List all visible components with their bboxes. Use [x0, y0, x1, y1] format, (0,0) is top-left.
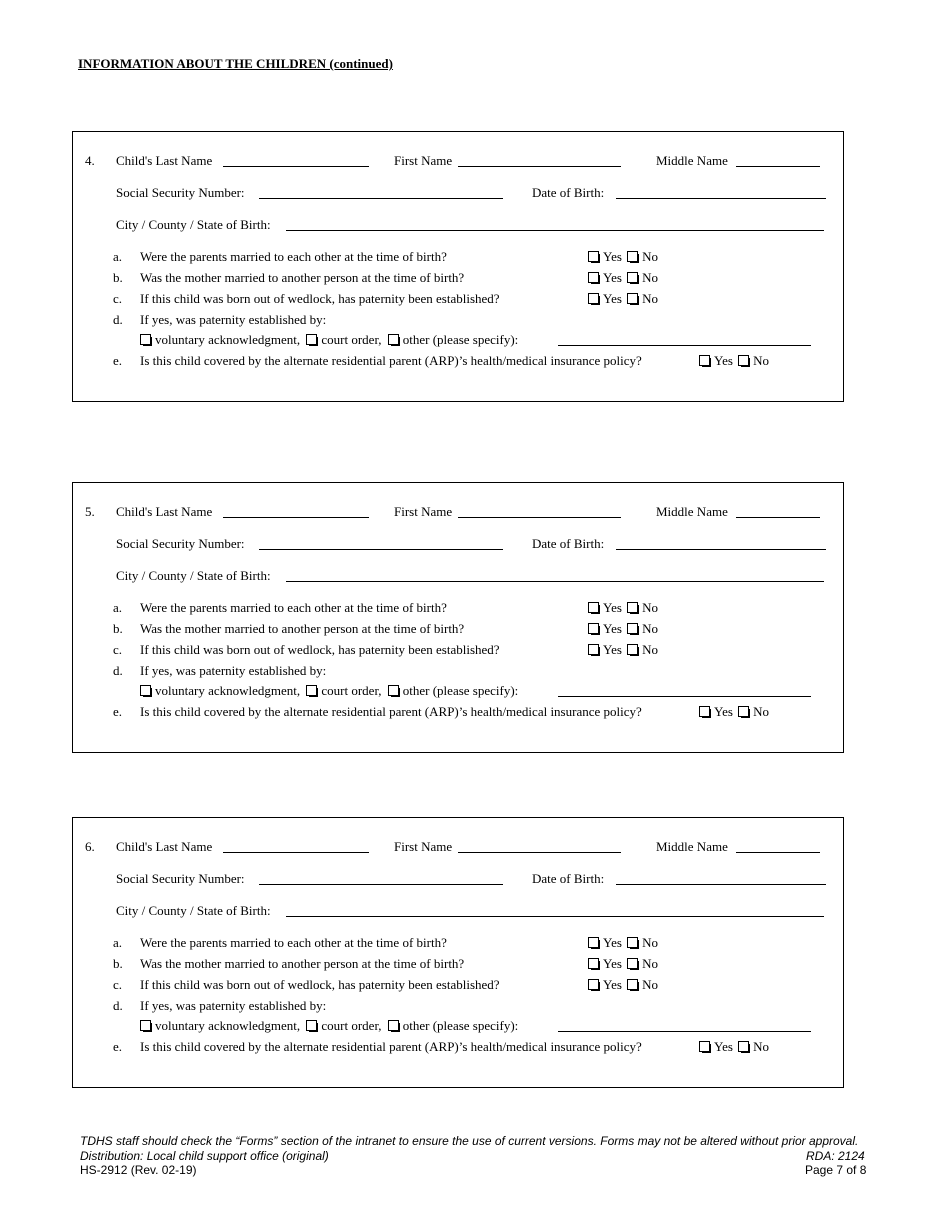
- question-c: If this child was born out of wedlock, has paternity been established?: [140, 291, 500, 306]
- middle-name-label: Middle Name: [656, 153, 728, 168]
- item-letter: e.: [113, 704, 123, 719]
- question-c: If this child was born out of wedlock, has paternity been established?: [140, 642, 500, 657]
- court-order-checkbox[interactable]: [306, 334, 317, 345]
- last-name-field[interactable]: [223, 166, 369, 167]
- yes-checkbox[interactable]: [588, 958, 599, 969]
- yes-no-a: [588, 249, 658, 264]
- city-label: City / County / State of Birth:: [116, 903, 271, 918]
- question-d: If yes, was paternity established by:: [140, 663, 327, 678]
- first-name-label: First Name: [394, 504, 453, 519]
- no-label: No: [642, 642, 659, 657]
- city-label: City / County / State of Birth:: [116, 568, 271, 583]
- question-b: Was the mother married to another person at the time of birth?: [140, 621, 465, 636]
- no-checkbox[interactable]: [627, 251, 638, 262]
- child-number: 4.: [85, 153, 95, 168]
- paternity-options: [140, 1018, 518, 1033]
- no-checkbox[interactable]: [738, 355, 749, 366]
- yes-checkbox[interactable]: [588, 979, 599, 990]
- question-e: Is this child covered by the alternate residential parent (ARP)’s health/medical insurance policy?: [140, 353, 642, 368]
- other-checkbox[interactable]: [388, 1020, 399, 1031]
- question-e: Is this child covered by the alternate residential parent (ARP)’s health/medical insurance policy?: [140, 1039, 642, 1054]
- first-name-field[interactable]: [458, 166, 621, 167]
- question-c: If this child was born out of wedlock, has paternity been established?: [140, 977, 500, 992]
- other-label: other (please specify):: [402, 332, 519, 347]
- other-label: other (please specify):: [402, 1018, 519, 1033]
- no-label: No: [642, 270, 659, 285]
- no-label: No: [753, 1039, 770, 1054]
- ssn-label: Social Security Number:: [116, 871, 245, 886]
- child-number: 6.: [85, 839, 95, 854]
- child-number: 5.: [85, 504, 95, 519]
- yes-label: Yes: [603, 642, 622, 657]
- yes-label: Yes: [714, 704, 733, 719]
- last-name-label: Child's Last Name: [116, 504, 213, 519]
- yes-no-b: [588, 621, 658, 636]
- yes-label: Yes: [603, 935, 622, 950]
- ssn-label: Social Security Number:: [116, 185, 245, 200]
- dob-label: Date of Birth:: [532, 871, 605, 886]
- item-letter: c.: [113, 977, 123, 992]
- yes-checkbox[interactable]: [699, 1041, 710, 1052]
- item-letter: b.: [113, 270, 123, 285]
- yes-no-a: [588, 935, 658, 950]
- first-name-field[interactable]: [458, 852, 621, 853]
- item-letter: e.: [113, 353, 123, 368]
- item-letter: c.: [113, 291, 123, 306]
- no-label: No: [642, 621, 659, 636]
- yes-checkbox[interactable]: [699, 355, 710, 366]
- other-specify-field[interactable]: [558, 1031, 811, 1032]
- other-label: other (please specify):: [402, 683, 519, 698]
- city-field[interactable]: [286, 916, 824, 917]
- item-letter: d.: [113, 998, 123, 1013]
- dob-label: Date of Birth:: [532, 536, 605, 551]
- city-field[interactable]: [286, 581, 824, 582]
- yes-checkbox[interactable]: [588, 623, 599, 634]
- yes-no-c: [588, 642, 658, 657]
- question-b: Was the mother married to another person at the time of birth?: [140, 270, 465, 285]
- no-checkbox[interactable]: [627, 602, 638, 613]
- court-order-checkbox[interactable]: [306, 685, 317, 696]
- yes-no-b: [588, 270, 658, 285]
- no-label: No: [642, 600, 659, 615]
- paternity-options: [140, 332, 518, 347]
- yes-checkbox[interactable]: [699, 706, 710, 717]
- child-block: [72, 817, 844, 1088]
- middle-name-field[interactable]: [736, 852, 820, 853]
- ssn-field[interactable]: [259, 549, 503, 550]
- first-name-label: First Name: [394, 839, 453, 854]
- paternity-options: [140, 683, 518, 698]
- dob-field[interactable]: [616, 198, 826, 199]
- yes-label: Yes: [714, 353, 733, 368]
- dob-field[interactable]: [616, 884, 826, 885]
- ssn-field[interactable]: [259, 884, 503, 885]
- footer-notice: TDHS staff should check the “Forms” section of the intranet to ensure the use of current versions. Forms may not be altered without prior approval.: [80, 1134, 859, 1148]
- yes-checkbox[interactable]: [588, 251, 599, 262]
- yes-no-a: [588, 600, 658, 615]
- question-d: If yes, was paternity established by:: [140, 312, 327, 327]
- yes-label: Yes: [603, 270, 622, 285]
- voluntary-checkbox[interactable]: [140, 334, 151, 345]
- yes-no-c: [588, 291, 658, 306]
- dob-field[interactable]: [616, 549, 826, 550]
- first-name-label: First Name: [394, 153, 453, 168]
- other-specify-field[interactable]: [558, 345, 811, 346]
- yes-checkbox[interactable]: [588, 937, 599, 948]
- no-checkbox[interactable]: [627, 958, 638, 969]
- middle-name-label: Middle Name: [656, 504, 728, 519]
- no-checkbox[interactable]: [738, 1041, 749, 1052]
- dob-label: Date of Birth:: [532, 185, 605, 200]
- item-letter: d.: [113, 663, 123, 678]
- city-label: City / County / State of Birth:: [116, 217, 271, 232]
- item-letter: a.: [113, 935, 123, 950]
- yes-checkbox[interactable]: [588, 272, 599, 283]
- middle-name-field[interactable]: [736, 517, 820, 518]
- no-checkbox[interactable]: [627, 979, 638, 990]
- no-label: No: [642, 291, 659, 306]
- yes-label: Yes: [714, 1039, 733, 1054]
- yes-no-e: [699, 704, 769, 719]
- court-order-label: court order,: [321, 683, 382, 698]
- item-letter: e.: [113, 1039, 123, 1054]
- voluntary-label: voluntary acknowledgment,: [155, 1018, 301, 1033]
- other-checkbox[interactable]: [388, 685, 399, 696]
- court-order-label: court order,: [321, 1018, 382, 1033]
- no-checkbox[interactable]: [627, 937, 638, 948]
- other-checkbox[interactable]: [388, 334, 399, 345]
- yes-label: Yes: [603, 956, 622, 971]
- footer-page-number: Page 7 of 8: [805, 1163, 867, 1177]
- other-specify-field[interactable]: [558, 696, 811, 697]
- last-name-label: Child's Last Name: [116, 153, 213, 168]
- no-checkbox[interactable]: [627, 623, 638, 634]
- voluntary-label: voluntary acknowledgment,: [155, 332, 301, 347]
- yes-label: Yes: [603, 291, 622, 306]
- no-checkbox[interactable]: [627, 644, 638, 655]
- child-block: [72, 482, 844, 753]
- footer-rda: RDA: 2124: [806, 1149, 865, 1163]
- no-checkbox[interactable]: [627, 293, 638, 304]
- yes-checkbox[interactable]: [588, 602, 599, 613]
- no-label: No: [753, 704, 770, 719]
- section-heading: INFORMATION ABOUT THE CHILDREN (continued): [78, 56, 393, 71]
- no-checkbox[interactable]: [738, 706, 749, 717]
- last-name-field[interactable]: [223, 852, 369, 853]
- yes-checkbox[interactable]: [588, 644, 599, 655]
- middle-name-label: Middle Name: [656, 839, 728, 854]
- last-name-label: Child's Last Name: [116, 839, 213, 854]
- footer-form-id: HS-2912 (Rev. 02-19): [80, 1163, 197, 1177]
- question-a: Were the parents married to each other at the time of birth?: [140, 600, 447, 615]
- first-name-field[interactable]: [458, 517, 621, 518]
- voluntary-checkbox[interactable]: [140, 1020, 151, 1031]
- yes-label: Yes: [603, 600, 622, 615]
- last-name-field[interactable]: [223, 517, 369, 518]
- no-label: No: [642, 249, 659, 264]
- no-label: No: [642, 956, 659, 971]
- question-a: Were the parents married to each other at the time of birth?: [140, 935, 447, 950]
- middle-name-field[interactable]: [736, 166, 820, 167]
- question-d: If yes, was paternity established by:: [140, 998, 327, 1013]
- no-checkbox[interactable]: [627, 272, 638, 283]
- item-letter: b.: [113, 956, 123, 971]
- question-a: Were the parents married to each other at the time of birth?: [140, 249, 447, 264]
- no-label: No: [642, 935, 659, 950]
- ssn-label: Social Security Number:: [116, 536, 245, 551]
- yes-no-b: [588, 956, 658, 971]
- yes-label: Yes: [603, 249, 622, 264]
- item-letter: d.: [113, 312, 123, 327]
- yes-label: Yes: [603, 621, 622, 636]
- yes-no-e: [699, 353, 769, 368]
- no-label: No: [753, 353, 770, 368]
- child-block: [72, 131, 844, 402]
- court-order-checkbox[interactable]: [306, 1020, 317, 1031]
- question-b: Was the mother married to another person at the time of birth?: [140, 956, 465, 971]
- yes-label: Yes: [603, 977, 622, 992]
- no-label: No: [642, 977, 659, 992]
- city-field[interactable]: [286, 230, 824, 231]
- yes-no-e: [699, 1039, 769, 1054]
- item-letter: b.: [113, 621, 123, 636]
- item-letter: c.: [113, 642, 123, 657]
- ssn-field[interactable]: [259, 198, 503, 199]
- yes-checkbox[interactable]: [588, 293, 599, 304]
- voluntary-checkbox[interactable]: [140, 685, 151, 696]
- question-e: Is this child covered by the alternate residential parent (ARP)’s health/medical insurance policy?: [140, 704, 642, 719]
- item-letter: a.: [113, 249, 123, 264]
- item-letter: a.: [113, 600, 123, 615]
- footer-distribution: Distribution: Local child support office (original): [80, 1149, 329, 1163]
- voluntary-label: voluntary acknowledgment,: [155, 683, 301, 698]
- court-order-label: court order,: [321, 332, 382, 347]
- yes-no-c: [588, 977, 658, 992]
